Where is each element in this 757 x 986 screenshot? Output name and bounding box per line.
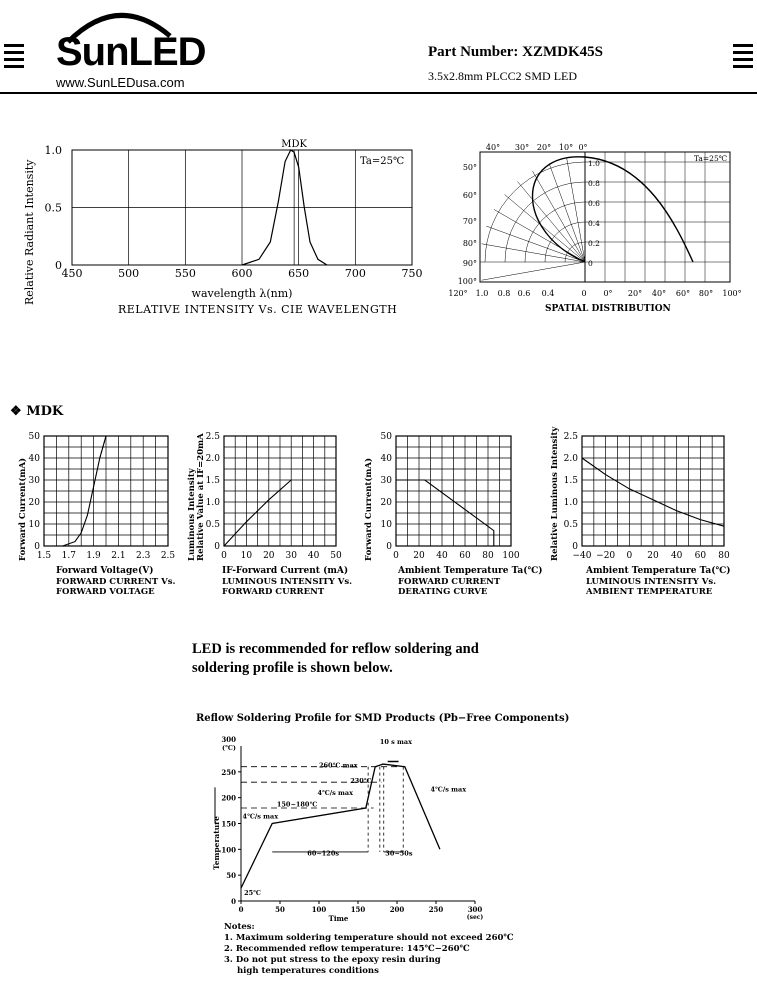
section-label: MDK	[26, 404, 64, 419]
x-tick-label: 250	[428, 905, 444, 914]
reflow-chart	[205, 730, 505, 926]
website[interactable]: www.SunLEDusa.com	[56, 75, 185, 90]
y-tick-label: 2.5	[563, 432, 578, 442]
x-tick-label: 30	[285, 551, 297, 561]
caption-line: LUMINOUS INTENSITY Vs.	[586, 577, 717, 587]
y-top-label: 300	[221, 735, 236, 744]
y-axis-label: Temperature	[212, 816, 221, 870]
value-label: 1.0	[588, 159, 600, 168]
brand-logo: SunLED	[56, 30, 206, 74]
x-tick-label: 1.7	[61, 551, 76, 561]
x-tick-label: 100	[502, 551, 520, 561]
peak-label: MDK	[281, 139, 308, 150]
y-tick-label: 250	[221, 767, 236, 777]
angle-label: 90°	[462, 259, 477, 268]
x-tick-label: −20	[596, 551, 616, 561]
ann-150-180: 150~180℃	[276, 800, 318, 809]
x-tick-label: 20	[413, 551, 425, 561]
reflow-note-line1: LED is recommended for reflow soldering and	[192, 641, 479, 657]
y-tick-label: 30	[28, 476, 40, 486]
reflow-title: Reflow Soldering Profile for SMD Products (Pb−Free Components)	[196, 713, 570, 724]
x-tick-label: 450	[61, 267, 83, 280]
y-tick-label: 2.0	[563, 454, 578, 464]
x-tick-label: 200	[389, 905, 405, 914]
caption-line: FORWARD CURRENT	[398, 577, 501, 587]
x-tick-label: 650	[288, 267, 310, 280]
y-tick-label: 10	[28, 520, 40, 530]
x-tick-label: 2.5	[160, 551, 176, 561]
angle-label: 60°	[462, 191, 477, 200]
header-rule	[0, 92, 757, 94]
x-tick-label: 1.9	[86, 551, 101, 561]
y-axis-label: Relative Value at IF=20mA	[196, 433, 206, 561]
x-tick-label: 2.1	[111, 551, 126, 561]
x-tick-label: 50	[330, 551, 342, 561]
y-tick-label: 1.0	[205, 498, 220, 508]
y-tick-label: 2.5	[205, 432, 220, 442]
y-tick-label: 200	[221, 793, 236, 803]
y-tick-label: 40	[380, 454, 392, 464]
ann-4cs-right: 4℃/s max	[430, 785, 467, 794]
y-axis-label: Relative Luminous Intensity	[550, 426, 560, 561]
x-axis-label: IF-Forward Current (mA)	[222, 566, 349, 576]
x-tick-label: 20	[647, 551, 659, 561]
part-number: Part Number: XZMDK45S	[428, 44, 603, 60]
y-tick-label: 50	[226, 871, 236, 881]
y-tick-label: 100	[221, 845, 236, 855]
caption-line: LUMINOUS INTENSITY Vs.	[222, 577, 353, 587]
caption-line: FORWARD CURRENT	[222, 587, 325, 597]
ann-4cs-left: 4℃/s max	[242, 812, 279, 821]
ann-25: 25℃	[244, 888, 261, 897]
angle-label: 20°	[627, 289, 643, 298]
y-tick-label: 1.5	[563, 476, 578, 486]
y-tick-label: 1.0	[563, 498, 578, 508]
fwd-voltage-chart	[14, 424, 184, 600]
x-tick-label: 150	[350, 905, 366, 914]
section-marker: ❖	[10, 404, 22, 419]
y-tick-label: 0.5	[44, 201, 62, 215]
x-axis-label: Ambient Temperature Ta(℃)	[398, 566, 543, 576]
y-tick-label: 50	[28, 432, 40, 442]
y-unit: (℃)	[222, 744, 236, 752]
angle-label: 10°	[558, 143, 574, 152]
y-tick-label: 0.5	[205, 520, 220, 530]
x-tick-label: 60	[459, 551, 471, 561]
y-tick-label: 10	[380, 520, 392, 530]
x-tick-label: −40	[572, 551, 592, 561]
radius-label: 1.0	[475, 289, 489, 298]
lum-temp-chart	[542, 424, 742, 600]
x-tick-label: 40	[670, 551, 683, 561]
angle-label: 20°	[536, 143, 552, 152]
y-tick-label: 40	[28, 454, 40, 464]
y-tick-label: 0	[572, 542, 578, 552]
x-tick-label: 700	[344, 267, 366, 280]
x-tick-label: 100	[311, 905, 327, 914]
value-label: 0.2	[588, 239, 600, 248]
y-tick-label: 30	[380, 476, 392, 486]
lum-current-chart	[184, 424, 354, 600]
angle-label: 40°	[485, 143, 501, 152]
y-tick-label: 50	[380, 432, 392, 442]
spectrum-chart	[18, 130, 428, 320]
ann-30-50: 30~50s	[385, 849, 413, 858]
x-tick-label: 550	[174, 267, 196, 280]
ann-60-120: 60~120s	[307, 849, 340, 858]
value-label: 0.8	[588, 179, 600, 188]
x-tick-label: 300	[467, 905, 483, 914]
y-axis-label: Forward Current(mA)	[18, 458, 28, 561]
x-tick-label: 750	[401, 267, 423, 280]
y-tick-label: 0.5	[563, 520, 578, 530]
x-tick-label: 40	[436, 551, 448, 561]
part-description: 3.5x2.8mm PLCC2 SMD LED	[428, 69, 578, 83]
angle-label: 80°	[462, 239, 477, 248]
value-label: 0	[588, 259, 593, 268]
ann-4cs-mid: 4℃/s max	[317, 789, 354, 798]
x-tick-label: 0	[626, 551, 633, 561]
y-tick-label: 20	[380, 498, 392, 508]
angle-label: 40°	[651, 289, 667, 298]
radius-label: 0.8	[497, 289, 511, 298]
x-tick-label: 0	[221, 551, 227, 561]
note-1: 1. Maximum soldering temperature should not exceed 260℃	[224, 933, 514, 943]
x-tick-label: 2.3	[136, 551, 151, 561]
angle-label: 60°	[675, 289, 691, 298]
x-tick-label: 50	[275, 905, 285, 914]
menu-icon-right[interactable]	[733, 44, 753, 72]
x-tick-label: 60	[694, 551, 707, 561]
y-tick-label: 20	[28, 498, 40, 508]
x-tick-label: 20	[263, 551, 275, 561]
y-tick-label: 1.5	[205, 476, 220, 486]
y-tick-label: 0	[386, 542, 392, 552]
x-axis-label: Time	[328, 914, 349, 923]
y-tick-label: 0	[34, 542, 40, 552]
x-tick-label: 0	[393, 551, 399, 561]
y-tick-label: 0	[231, 897, 236, 906]
radiation-curve	[533, 157, 694, 262]
spatial-caption: SPATIAL DISTRIBUTION	[545, 304, 671, 314]
angle-label: 0°	[603, 289, 613, 298]
profile-curve	[241, 761, 440, 888]
value-label: 0.6	[588, 199, 600, 208]
x-tick-label: 40	[307, 551, 320, 561]
ann-230: 230℃	[350, 777, 372, 786]
derating-chart	[356, 424, 543, 600]
radius-label: 0	[581, 289, 587, 298]
notes-block	[224, 922, 514, 977]
caption-line: DERATING CURVE	[398, 587, 488, 597]
y-tick-label: 150	[221, 819, 236, 829]
angle-label: 80°	[698, 289, 714, 298]
angle-label: 100°	[457, 277, 477, 286]
y-axis-label: Relative Radiant Intensity	[23, 159, 36, 305]
x-tick-label: 10	[240, 551, 253, 561]
x-tick-label: 600	[231, 267, 253, 280]
ta-label: Ta=25℃	[694, 154, 728, 163]
ta-label: Ta=25℃	[360, 156, 405, 167]
x-tick-label: 0	[238, 905, 244, 914]
section-title	[10, 404, 63, 419]
angle-label: 30°	[514, 143, 530, 152]
y-tick-label: 0	[214, 542, 220, 552]
caption-line: AMBIENT TEMPERATURE	[586, 587, 713, 597]
angle-label: 70°	[462, 217, 477, 226]
spatial-chart	[448, 140, 748, 320]
angle-label: 120°	[448, 289, 468, 298]
x-tick-label: 80	[482, 551, 494, 561]
ann-260: 260℃ max	[319, 761, 358, 770]
x-unit: (sec)	[466, 914, 484, 921]
angle-label: 0°	[578, 143, 588, 152]
radius-label: 0.4	[541, 289, 555, 298]
spectrum-caption: RELATIVE INTENSITY Vs. CIE WAVELENGTH	[118, 303, 398, 316]
note-3-cont: high temperatures conditions	[237, 966, 379, 976]
value-label: 0.4	[588, 219, 600, 228]
note-3: 3. Do not put stress to the epoxy resin during	[224, 955, 441, 965]
x-axis-label: Ambient Temperature Ta(℃)	[586, 566, 731, 576]
radius-label: 0.6	[517, 289, 531, 298]
x-tick-label: 80	[718, 551, 730, 561]
y-tick-label: 2.0	[205, 454, 220, 464]
y-axis-label: Luminous Intensity	[187, 468, 197, 561]
x-axis-label: Forward Voltage(V)	[56, 566, 154, 576]
polar-ray	[482, 262, 585, 280]
caption-line: FORWARD VOLTAGE	[56, 587, 155, 597]
angle-label: 100°	[722, 289, 742, 298]
menu-icon-left[interactable]	[4, 44, 24, 72]
caption-line: FORWARD CURRENT Vs.	[56, 577, 176, 587]
angle-label: 50°	[462, 163, 477, 172]
y-tick-label: 1.0	[44, 144, 62, 157]
y-axis-label: Forward Current(mA)	[364, 458, 374, 561]
x-tick-label: 1.5	[36, 551, 52, 561]
x-tick-label: 500	[118, 267, 140, 280]
reflow-note-line2: soldering profile is shown below.	[192, 660, 393, 676]
notes-title: Notes:	[224, 922, 255, 932]
ann-10s: 10 s max	[379, 738, 413, 746]
y-tick-label: 0	[55, 259, 62, 272]
x-axis-label: wavelength λ(nm)	[191, 287, 293, 300]
note-2: 2. Recommended reflow temperature: 145℃−260℃	[224, 944, 470, 954]
